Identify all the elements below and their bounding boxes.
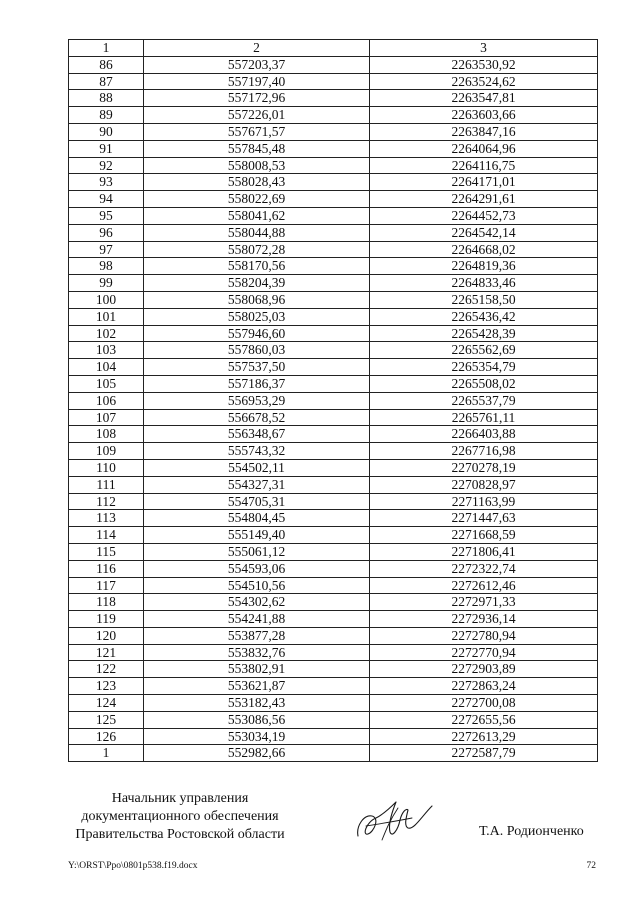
- point-number-cell: 121: [69, 644, 144, 661]
- point-number-cell: 87: [69, 73, 144, 90]
- point-number-cell: 108: [69, 426, 144, 443]
- x-coordinate-cell: 558072,28: [144, 241, 370, 258]
- table-row: [69, 627, 598, 644]
- table-row: [69, 577, 598, 594]
- table-row: [69, 73, 598, 90]
- y-coordinate-cell: 2263547,81: [370, 90, 598, 107]
- y-coordinate-cell: 2272322,74: [370, 560, 598, 577]
- point-number-cell: 101: [69, 308, 144, 325]
- y-coordinate-cell: 2272863,24: [370, 678, 598, 695]
- y-coordinate-cell: 2263847,16: [370, 123, 598, 140]
- x-coordinate-cell: 555743,32: [144, 443, 370, 460]
- point-number-cell: 110: [69, 459, 144, 476]
- y-coordinate-cell: 2265562,69: [370, 342, 598, 359]
- point-number-cell: 92: [69, 157, 144, 174]
- table-row: [69, 476, 598, 493]
- y-coordinate-cell: 2271447,63: [370, 510, 598, 527]
- x-coordinate-cell: 558204,39: [144, 275, 370, 292]
- table-row: [69, 207, 598, 224]
- column-header-3: 3: [370, 40, 598, 57]
- x-coordinate-cell: 554302,62: [144, 594, 370, 611]
- table-body: [69, 56, 598, 761]
- point-number-cell: 93: [69, 174, 144, 191]
- table-row: [69, 594, 598, 611]
- y-coordinate-cell: 2265354,79: [370, 359, 598, 376]
- table-row: [69, 308, 598, 325]
- y-coordinate-cell: 2263524,62: [370, 73, 598, 90]
- table-row: [69, 157, 598, 174]
- table-row: [69, 409, 598, 426]
- point-number-cell: 103: [69, 342, 144, 359]
- table-row: [69, 728, 598, 745]
- footer-file-path: Y:\ORST\Ppo\0801p538.f19.docx: [68, 861, 198, 871]
- x-coordinate-cell: 553034,19: [144, 728, 370, 745]
- x-coordinate-cell: 555149,40: [144, 527, 370, 544]
- page-number: 72: [586, 861, 596, 871]
- y-coordinate-cell: 2265428,39: [370, 325, 598, 342]
- table-row: [69, 661, 598, 678]
- x-coordinate-cell: 553086,56: [144, 711, 370, 728]
- point-number-cell: 94: [69, 191, 144, 208]
- y-coordinate-cell: 2266403,88: [370, 426, 598, 443]
- x-coordinate-cell: 554705,31: [144, 493, 370, 510]
- table-header-row: [69, 40, 598, 57]
- y-coordinate-cell: 2272903,89: [370, 661, 598, 678]
- table-row: [69, 493, 598, 510]
- x-coordinate-cell: 554593,06: [144, 560, 370, 577]
- table-row: [69, 510, 598, 527]
- table-row: [69, 644, 598, 661]
- x-coordinate-cell: 558041,62: [144, 207, 370, 224]
- point-number-cell: 112: [69, 493, 144, 510]
- table-row: [69, 140, 598, 157]
- x-coordinate-cell: 557845,48: [144, 140, 370, 157]
- position-line: Правительства Ростовской области: [75, 827, 285, 842]
- y-coordinate-cell: 2264819,36: [370, 258, 598, 275]
- y-coordinate-cell: 2270828,97: [370, 476, 598, 493]
- y-coordinate-cell: 2272655,56: [370, 711, 598, 728]
- y-coordinate-cell: 2264291,61: [370, 191, 598, 208]
- point-number-cell: 102: [69, 325, 144, 342]
- position-line: Начальник управления: [111, 791, 249, 806]
- point-number-cell: 98: [69, 258, 144, 275]
- x-coordinate-cell: 552982,66: [144, 745, 370, 762]
- y-coordinate-cell: 2272770,94: [370, 644, 598, 661]
- table-row: [69, 291, 598, 308]
- y-coordinate-cell: 2263603,66: [370, 107, 598, 124]
- y-coordinate-cell: 2272971,33: [370, 594, 598, 611]
- table-row: [69, 241, 598, 258]
- x-coordinate-cell: 554241,88: [144, 611, 370, 628]
- table-row: [69, 107, 598, 124]
- table-row: [69, 325, 598, 342]
- point-number-cell: 89: [69, 107, 144, 124]
- signer-name: Т.А. Родионченко: [479, 824, 584, 839]
- y-coordinate-cell: 2272936,14: [370, 611, 598, 628]
- x-coordinate-cell: 557671,57: [144, 123, 370, 140]
- point-number-cell: 113: [69, 510, 144, 527]
- y-coordinate-cell: 2264064,96: [370, 140, 598, 157]
- point-number-cell: 88: [69, 90, 144, 107]
- table-row: [69, 611, 598, 628]
- y-coordinate-cell: 2270278,19: [370, 459, 598, 476]
- y-coordinate-cell: 2272613,29: [370, 728, 598, 745]
- y-coordinate-cell: 2271806,41: [370, 543, 598, 560]
- table-row: [69, 392, 598, 409]
- x-coordinate-cell: 557860,03: [144, 342, 370, 359]
- x-coordinate-cell: 554804,45: [144, 510, 370, 527]
- y-coordinate-cell: 2264542,14: [370, 224, 598, 241]
- point-number-cell: 86: [69, 56, 144, 73]
- table-row: [69, 123, 598, 140]
- x-coordinate-cell: 557946,60: [144, 325, 370, 342]
- x-coordinate-cell: 554327,31: [144, 476, 370, 493]
- table-row: [69, 443, 598, 460]
- y-coordinate-cell: 2265436,42: [370, 308, 598, 325]
- y-coordinate-cell: 2265508,02: [370, 375, 598, 392]
- table-row: [69, 56, 598, 73]
- x-coordinate-cell: 557197,40: [144, 73, 370, 90]
- y-coordinate-cell: 2264452,73: [370, 207, 598, 224]
- x-coordinate-cell: 556348,67: [144, 426, 370, 443]
- y-coordinate-cell: 2264668,02: [370, 241, 598, 258]
- table-row: [69, 543, 598, 560]
- x-coordinate-cell: 553621,87: [144, 678, 370, 695]
- y-coordinate-cell: 2272700,08: [370, 695, 598, 712]
- x-coordinate-cell: 557172,96: [144, 90, 370, 107]
- point-number-cell: 99: [69, 275, 144, 292]
- point-number-cell: 114: [69, 527, 144, 544]
- table-row: [69, 560, 598, 577]
- x-coordinate-cell: 558044,88: [144, 224, 370, 241]
- point-number-cell: 117: [69, 577, 144, 594]
- coordinates-table: [68, 39, 598, 762]
- table-row: [69, 342, 598, 359]
- point-number-cell: 95: [69, 207, 144, 224]
- y-coordinate-cell: 2272612,46: [370, 577, 598, 594]
- y-coordinate-cell: 2272587,79: [370, 745, 598, 762]
- table-row: [69, 275, 598, 292]
- point-number-cell: 123: [69, 678, 144, 695]
- table-row: [69, 258, 598, 275]
- x-coordinate-cell: 557537,50: [144, 359, 370, 376]
- x-coordinate-cell: 558170,56: [144, 258, 370, 275]
- point-number-cell: 119: [69, 611, 144, 628]
- x-coordinate-cell: 558028,43: [144, 174, 370, 191]
- table-row: [69, 745, 598, 762]
- point-number-cell: 120: [69, 627, 144, 644]
- table-row: [69, 527, 598, 544]
- point-number-cell: 118: [69, 594, 144, 611]
- position-line: документационного обеспечения: [81, 809, 279, 824]
- table-row: [69, 426, 598, 443]
- handwritten-signature: [352, 796, 436, 844]
- y-coordinate-cell: 2264171,01: [370, 174, 598, 191]
- point-number-cell: 96: [69, 224, 144, 241]
- y-coordinate-cell: 2264116,75: [370, 157, 598, 174]
- x-coordinate-cell: 554510,56: [144, 577, 370, 594]
- table-row: [69, 695, 598, 712]
- point-number-cell: 1: [69, 745, 144, 762]
- signature-position-block: [60, 790, 300, 844]
- x-coordinate-cell: 558022,69: [144, 191, 370, 208]
- x-coordinate-cell: 557203,37: [144, 56, 370, 73]
- point-number-cell: 126: [69, 728, 144, 745]
- x-coordinate-cell: 555061,12: [144, 543, 370, 560]
- x-coordinate-cell: 553182,43: [144, 695, 370, 712]
- x-coordinate-cell: 557186,37: [144, 375, 370, 392]
- y-coordinate-cell: 2265761,11: [370, 409, 598, 426]
- y-coordinate-cell: 2271668,59: [370, 527, 598, 544]
- table-row: [69, 711, 598, 728]
- point-number-cell: 100: [69, 291, 144, 308]
- y-coordinate-cell: 2267716,98: [370, 443, 598, 460]
- x-coordinate-cell: 553802,91: [144, 661, 370, 678]
- y-coordinate-cell: 2264833,46: [370, 275, 598, 292]
- y-coordinate-cell: 2272780,94: [370, 627, 598, 644]
- table-row: [69, 375, 598, 392]
- point-number-cell: 115: [69, 543, 144, 560]
- table-row: [69, 459, 598, 476]
- x-coordinate-cell: 556678,52: [144, 409, 370, 426]
- y-coordinate-cell: 2263530,92: [370, 56, 598, 73]
- point-number-cell: 90: [69, 123, 144, 140]
- x-coordinate-cell: 557226,01: [144, 107, 370, 124]
- point-number-cell: 124: [69, 695, 144, 712]
- table-row: [69, 678, 598, 695]
- point-number-cell: 109: [69, 443, 144, 460]
- y-coordinate-cell: 2265158,50: [370, 291, 598, 308]
- x-coordinate-cell: 558025,03: [144, 308, 370, 325]
- x-coordinate-cell: 558008,53: [144, 157, 370, 174]
- point-number-cell: 116: [69, 560, 144, 577]
- point-number-cell: 105: [69, 375, 144, 392]
- table-row: [69, 90, 598, 107]
- x-coordinate-cell: 553832,76: [144, 644, 370, 661]
- point-number-cell: 97: [69, 241, 144, 258]
- table-row: [69, 191, 598, 208]
- table-row: [69, 359, 598, 376]
- point-number-cell: 125: [69, 711, 144, 728]
- x-coordinate-cell: 554502,11: [144, 459, 370, 476]
- y-coordinate-cell: 2265537,79: [370, 392, 598, 409]
- x-coordinate-cell: 556953,29: [144, 392, 370, 409]
- table-row: [69, 224, 598, 241]
- point-number-cell: 104: [69, 359, 144, 376]
- column-header-1: 1: [69, 40, 144, 57]
- point-number-cell: 91: [69, 140, 144, 157]
- point-number-cell: 107: [69, 409, 144, 426]
- y-coordinate-cell: 2271163,99: [370, 493, 598, 510]
- point-number-cell: 122: [69, 661, 144, 678]
- table-row: [69, 174, 598, 191]
- x-coordinate-cell: 558068,96: [144, 291, 370, 308]
- point-number-cell: 106: [69, 392, 144, 409]
- column-header-2: 2: [144, 40, 370, 57]
- x-coordinate-cell: 553877,28: [144, 627, 370, 644]
- point-number-cell: 111: [69, 476, 144, 493]
